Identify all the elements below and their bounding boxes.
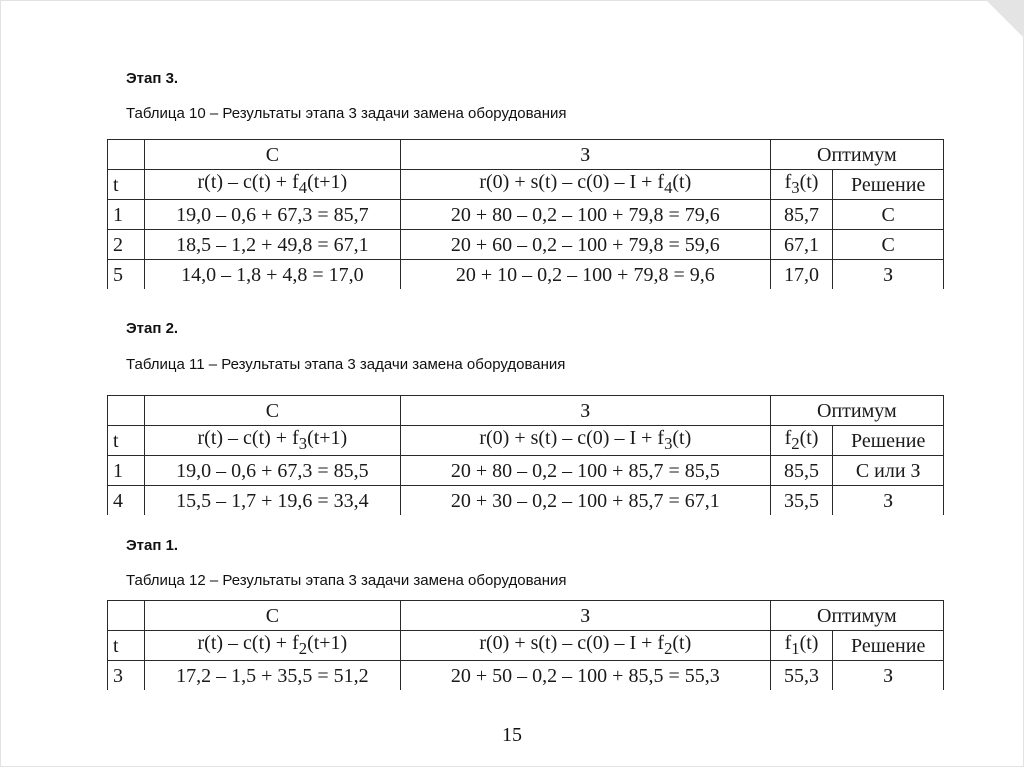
- stage-heading: Этап 3.: [126, 70, 179, 87]
- header-optimum: Оптимум: [770, 396, 943, 426]
- subheader-keep-formula: $r(t) - c(t) + f_2(t+1)$: [144, 631, 400, 661]
- cell-replace: 20 + 50 – 0,2 – 100 + 85,5 = 55,3: [400, 661, 770, 691]
- cell-f: 17,0: [770, 260, 833, 290]
- cell-decision: З: [833, 486, 944, 516]
- stage-heading: Этап 1.: [126, 537, 179, 554]
- header-optimum: Оптимум: [770, 140, 943, 170]
- cell-t: 2: [108, 230, 145, 260]
- cell-decision: С: [833, 200, 944, 230]
- cell-decision: З: [833, 661, 944, 691]
- page-corner-decoration: [986, 0, 1024, 38]
- cell-decision: С или З: [833, 456, 944, 486]
- header-replace-z: З: [400, 140, 770, 170]
- cell-replace: 20 + 80 – 0,2 – 100 + 85,7 = 85,5: [400, 456, 770, 486]
- table-caption: Таблица 10 – Результаты этапа 3 задачи замена оборудования: [126, 105, 567, 122]
- cell-replace: 20 + 60 – 0,2 – 100 + 79,8 = 59,6: [400, 230, 770, 260]
- cell-t: 3: [108, 661, 145, 691]
- cell-t: 1: [108, 456, 145, 486]
- header-replace-z: З: [400, 396, 770, 426]
- cell-f: 67,1: [770, 230, 833, 260]
- cell-keep: 14,0 – 1,8 + 4,8 = 17,0: [144, 260, 400, 290]
- table-row: [108, 200, 944, 230]
- table-row: [108, 260, 944, 290]
- table-header-row: [108, 601, 944, 631]
- table-row: [108, 230, 944, 260]
- cell-replace: 20 + 10 – 0,2 – 100 + 79,8 = 9,6: [400, 260, 770, 290]
- cell-t: 5: [108, 260, 145, 290]
- table-row: [108, 486, 944, 516]
- cell-keep: 15,5 – 1,7 + 19,6 = 33,4: [144, 486, 400, 516]
- header-empty-cell: [108, 601, 145, 631]
- page-number: 15: [502, 724, 522, 746]
- stage-heading: Этап 2.: [126, 320, 179, 337]
- subheader-decision: Решение: [833, 631, 944, 661]
- table-row: [108, 661, 944, 691]
- subheader-replace-formula: $r(0) + s(t) - c(0) - I + f_2(t)$: [400, 631, 770, 661]
- cell-f: 85,7: [770, 200, 833, 230]
- subheader-t: t: [108, 170, 145, 200]
- header-replace-z: З: [400, 601, 770, 631]
- table-caption: Таблица 12 – Результаты этапа 3 задачи замена оборудования: [126, 572, 567, 589]
- header-empty-cell: [108, 140, 145, 170]
- header-keep-c: С: [144, 140, 400, 170]
- header-keep-c: С: [144, 601, 400, 631]
- cell-keep: 17,2 – 1,5 + 35,5 = 51,2: [144, 661, 400, 691]
- table-caption: Таблица 11 – Результаты этапа 3 задачи замена оборудования: [126, 356, 566, 373]
- table-subheader-row: [108, 170, 944, 200]
- subheader-keep-formula: $r(t) - c(t) + f_3(t+1)$: [144, 426, 400, 456]
- subheader-replace-formula: $r(0) + s(t) - c(0) - I + f_4(t)$: [400, 170, 770, 200]
- results-table-10: [107, 139, 944, 289]
- results-table-12: [107, 600, 944, 690]
- cell-f: 85,5: [770, 456, 833, 486]
- cell-replace: 20 + 30 – 0,2 – 100 + 85,7 = 67,1: [400, 486, 770, 516]
- cell-replace: 20 + 80 – 0,2 – 100 + 79,8 = 79,6: [400, 200, 770, 230]
- table-header-row: [108, 396, 944, 426]
- subheader-replace-formula: $r(0) + s(t) - c(0) - I + f_3(t)$: [400, 426, 770, 456]
- header-keep-c: С: [144, 396, 400, 426]
- cell-keep: 19,0 – 0,6 + 67,3 = 85,5: [144, 456, 400, 486]
- subheader-f-value: $f_3(t)$: [770, 170, 833, 200]
- subheader-keep-formula: $r(t) - c(t) + f_4(t+1)$: [144, 170, 400, 200]
- subheader-t: t: [108, 631, 145, 661]
- cell-t: 1: [108, 200, 145, 230]
- header-optimum: Оптимум: [770, 601, 943, 631]
- subheader-t: t: [108, 426, 145, 456]
- subheader-decision: Решение: [833, 170, 944, 200]
- results-table-11: [107, 395, 944, 515]
- subheader-decision: Решение: [833, 426, 944, 456]
- table-subheader-row: [108, 426, 944, 456]
- table-header-row: [108, 140, 944, 170]
- header-empty-cell: [108, 396, 145, 426]
- table-row: [108, 456, 944, 486]
- cell-t: 4: [108, 486, 145, 516]
- subheader-f-value: $f_1(t)$: [770, 631, 833, 661]
- subheader-f-value: $f_2(t)$: [770, 426, 833, 456]
- cell-keep: 18,5 – 1,2 + 49,8 = 67,1: [144, 230, 400, 260]
- table-subheader-row: [108, 631, 944, 661]
- cell-decision: С: [833, 230, 944, 260]
- cell-decision: З: [833, 260, 944, 290]
- cell-keep: 19,0 – 0,6 + 67,3 = 85,7: [144, 200, 400, 230]
- cell-f: 55,3: [770, 661, 833, 691]
- cell-f: 35,5: [770, 486, 833, 516]
